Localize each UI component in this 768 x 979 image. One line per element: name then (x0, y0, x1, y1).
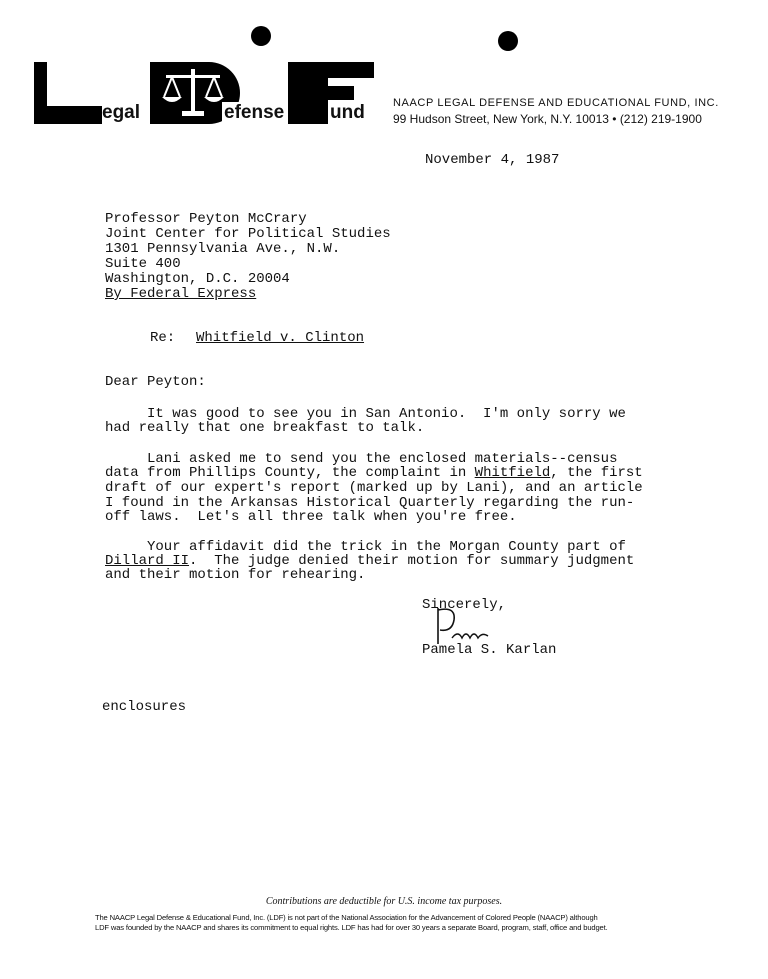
logo-letter-l-cut (46, 62, 102, 106)
footer-disclaimer-line-1: The NAACP Legal Defense & Educational Fund, Inc. (LDF) is not part of the National Association for the Advancement of Colored People (NAACP) although (95, 913, 598, 922)
closing: Sincerely, (422, 597, 507, 613)
case-reference-dillard: Dillard II (105, 553, 190, 569)
salutation: Dear Peyton: (105, 374, 206, 390)
punch-hole (251, 26, 271, 46)
logo-letter-l-stem (34, 62, 47, 124)
footer-tax-note: Contributions are deductible for U.S. income tax purposes. (265, 896, 503, 907)
org-address-line (393, 112, 702, 126)
paragraph-2-line-2-tail: , the first (550, 465, 643, 481)
logo-word-fund: und (330, 102, 365, 123)
paragraph-1-line-1: It was good to see you in San Antonio. I'm only sorry we (105, 406, 626, 422)
org-name: NAACP LEGAL DEFENSE AND EDUCATIONAL FUND, INC. (393, 97, 719, 109)
recipient-street: 1301 Pennsylvania Ave., N.W. (105, 241, 341, 257)
paragraph-2-line-4: I found in the Arkansas Historical Quarterly regarding the run- (105, 495, 635, 511)
enclosures-note: enclosures (102, 699, 187, 715)
signer-name: Pamela S. Karlan (422, 642, 557, 658)
delivery-method: By Federal Express (105, 286, 257, 302)
letter-date: November 4, 1987 (425, 152, 560, 168)
paragraph-3-line-1: Your affidavit did the trick in the Morgan County part of (105, 539, 626, 555)
paragraph-2-line-1: Lani asked me to send you the enclosed materials--census (105, 451, 618, 467)
recipient-city: Washington, D.C. 20004 (105, 271, 290, 287)
footer-disclaimer-line-2: LDF was founded by the NAACP and shares its commitment to equal rights. LDF has had for over 30 years a separate Board, program, staff, office and budget. (95, 923, 608, 932)
org-phone: (212) 219-1900 (619, 112, 702, 126)
recipient-org: Joint Center for Political Studies (105, 226, 391, 242)
scales-of-justice-icon (158, 65, 228, 121)
paragraph-2-line-5: off laws. Let's all three talk when you're free. (105, 509, 517, 525)
punch-hole (498, 31, 518, 51)
logo-word-defense: efense (224, 102, 285, 123)
re-label: Re: (150, 330, 176, 346)
ldf-logo (34, 62, 376, 126)
logo-letter-f-bar (328, 86, 354, 100)
paragraph-3-line-2-tail: . The judge denied their motion for summary judgment (189, 553, 635, 569)
paragraph-2-line-2-text: data from Phillips County, the complaint in (105, 465, 475, 481)
address-bullet: • (612, 112, 617, 126)
recipient-suite: Suite 400 (105, 256, 181, 272)
paragraph-2-line-3: draft of our expert's report (marked up by Lani), and an article (105, 480, 643, 496)
logo-letter-f-stem (288, 62, 328, 124)
paragraph-3-line-3: and their motion for rehearing. (105, 567, 366, 583)
paragraph-2-line-2 (105, 466, 643, 481)
logo-word-legal: egal (102, 102, 141, 123)
re-case: Whitfield v. Clinton (196, 330, 365, 346)
recipient-name: Professor Peyton McCrary (105, 211, 307, 227)
paragraph-1-line-2: had really that one breakfast to talk. (105, 420, 425, 436)
org-address: 99 Hudson Street, New York, N.Y. 10013 (393, 112, 609, 126)
case-reference-whitfield: Whitfield (474, 465, 551, 481)
